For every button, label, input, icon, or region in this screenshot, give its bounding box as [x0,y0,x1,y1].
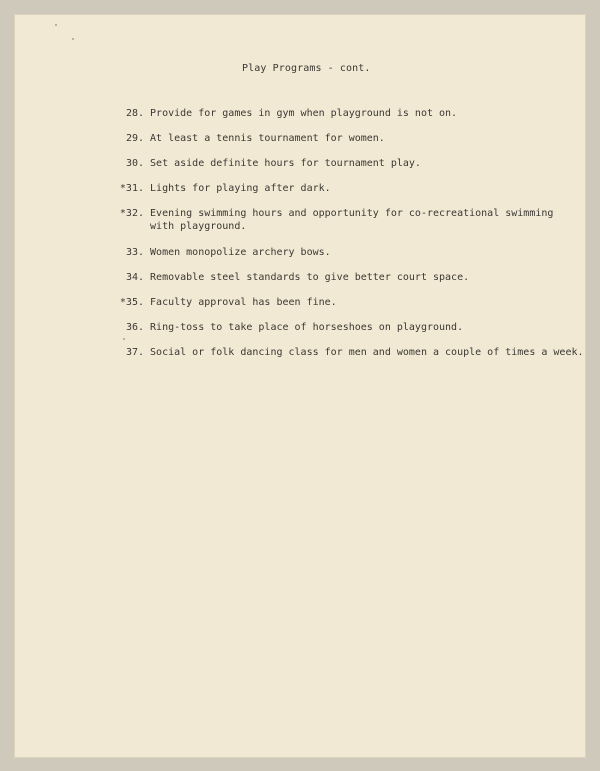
item-number: 29. [125,133,144,144]
item-number: *31. [119,183,144,194]
item-text: Social or folk dancing class for men and women a couple of times a week. [150,347,584,358]
list-item [115,157,421,170]
list-item [115,246,331,259]
paper-speck [123,338,125,340]
page-title: Play Programs - cont. [242,63,371,74]
item-text: Removable steel standards to give better court space. [150,272,470,283]
item-text: Evening swimming hours and opportunity for co-recreational swimming with playground. [150,208,554,232]
item-text: Women monopolize archery bows. [150,247,331,258]
list-item [115,207,560,233]
list-item [115,321,463,334]
list-item [115,107,457,120]
paper-speck [72,38,74,40]
list-item [115,346,584,359]
list-item [115,271,469,284]
item-number: 37. [125,347,144,358]
item-text: Provide for games in gym when playground is not on. [150,108,458,119]
item-text: At least a tennis tournament for women. [150,133,385,144]
list-item [115,296,337,309]
item-number: 34. [125,272,144,283]
item-number: 28. [125,108,144,119]
list-item [115,132,385,145]
item-number: 33. [125,247,144,258]
item-text: Set aside definite hours for tournament play. [150,158,421,169]
item-text: Faculty approval has been fine. [150,297,337,308]
item-number: *35. [119,297,144,308]
item-text: Ring-toss to take place of horseshoes on playground. [150,322,464,333]
item-number: 30. [125,158,144,169]
document-page [14,14,586,758]
item-number: 36. [125,322,144,333]
item-number: *32. [119,208,144,219]
paper-speck [55,24,57,26]
list-item [115,182,331,195]
item-text: Lights for playing after dark. [150,183,331,194]
